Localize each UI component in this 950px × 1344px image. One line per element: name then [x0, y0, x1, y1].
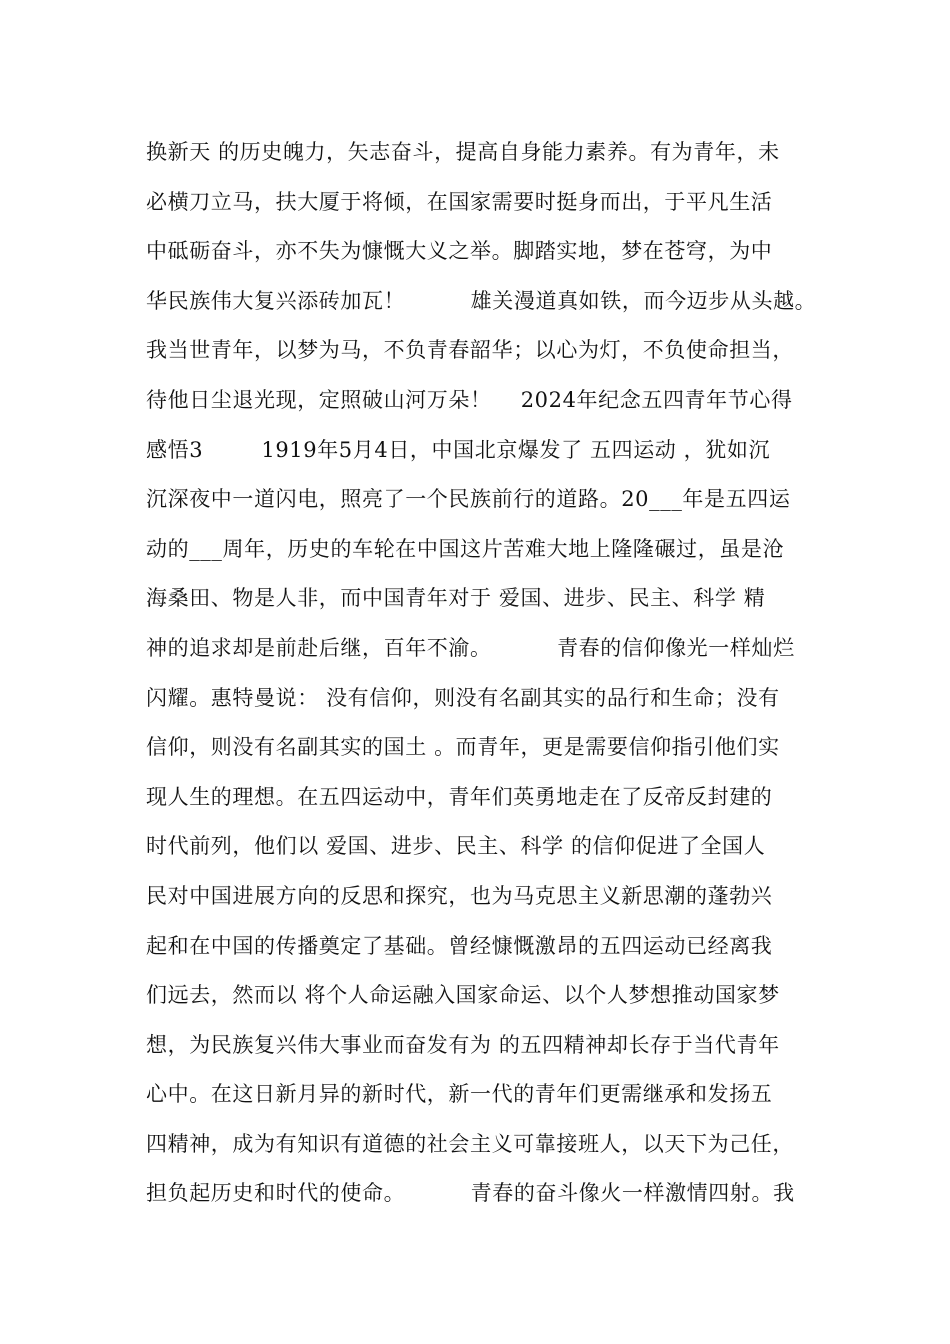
text-line: 现人生的理想。在五四运动中，青年们英勇地走在了反帝反封建的	[146, 784, 773, 809]
text-line: 心中。在这日新月异的新时代，新一代的青年们更需继承和发扬五	[146, 1082, 773, 1107]
text-line: 四精神，成为有知识有道德的社会主义可靠接班人，以天下为己任，	[146, 1131, 794, 1156]
text-line: 中砥砺奋斗，亦不失为慷慨大义之举。脚踏实地，梦在苍穹，为中	[146, 239, 773, 264]
text-line: 必横刀立马，扶大厦于将倾，在国家需要时挺身而出，于平凡生活	[146, 189, 773, 214]
text-line: 神的追求却是前赴后继，百年不渝。 青春的信仰像光一样灿烂	[146, 635, 795, 660]
text-line: 们远去，然而以 将个人命运融入国家命运、以个人梦想推动国家梦	[146, 983, 780, 1008]
text-line: 沉深夜中一道闪电，照亮了一个民族前行的道路。20___年是五四运	[146, 487, 791, 512]
text-line: 待他日尘退光现，定照破山河万朵！ 2024年纪念五四青年节心得	[146, 387, 793, 412]
text-line: 华民族伟大复兴添砖加瓦！ 雄关漫道真如铁，而今迈步从头越。	[146, 288, 817, 313]
text-line: 想，为民族复兴伟大事业而奋发有为 的五四精神却长存于当代青年	[146, 1032, 780, 1057]
text-line: 信仰，则没有名副其实的国土 。而青年，更是需要信仰指引他们实	[146, 735, 780, 760]
text-line: 我当世青年，以梦为马，不负青春韶华；以心为灯，不负使命担当，	[146, 338, 794, 363]
text-line: 民对中国进展方向的反思和探究，也为马克思主义新思潮的蓬勃兴	[146, 883, 773, 908]
text-line: 感悟3 1919年5月4日，中国北京爆发了 五四运动 ，犹如沉	[146, 437, 771, 462]
text-line: 海桑田、物是人非，而中国青年对于 爱国、进步、民主、科学 精	[146, 586, 766, 611]
text-line: 担负起历史和时代的使命。 青春的奋斗像火一样激情四射。我	[146, 1181, 795, 1206]
text-line: 时代前列，他们以 爱国、进步、民主、科学 的信仰促进了全国人	[146, 834, 766, 859]
text-line: 起和在中国的传播奠定了基础。曾经慷慨激昂的五四运动已经离我	[146, 933, 773, 958]
text-line: 换新天 的历史魄力，矢志奋斗，提高自身能力素养。有为青年，未	[146, 140, 780, 164]
body-text	[146, 128, 826, 1219]
text-line: 动的___周年，历史的车轮在中国这片苦难大地上隆隆碾过，虽是沧	[146, 536, 785, 561]
text-line: 闪耀。惠特曼说： 没有信仰，则没有名副其实的品行和生命；没有	[146, 685, 780, 710]
